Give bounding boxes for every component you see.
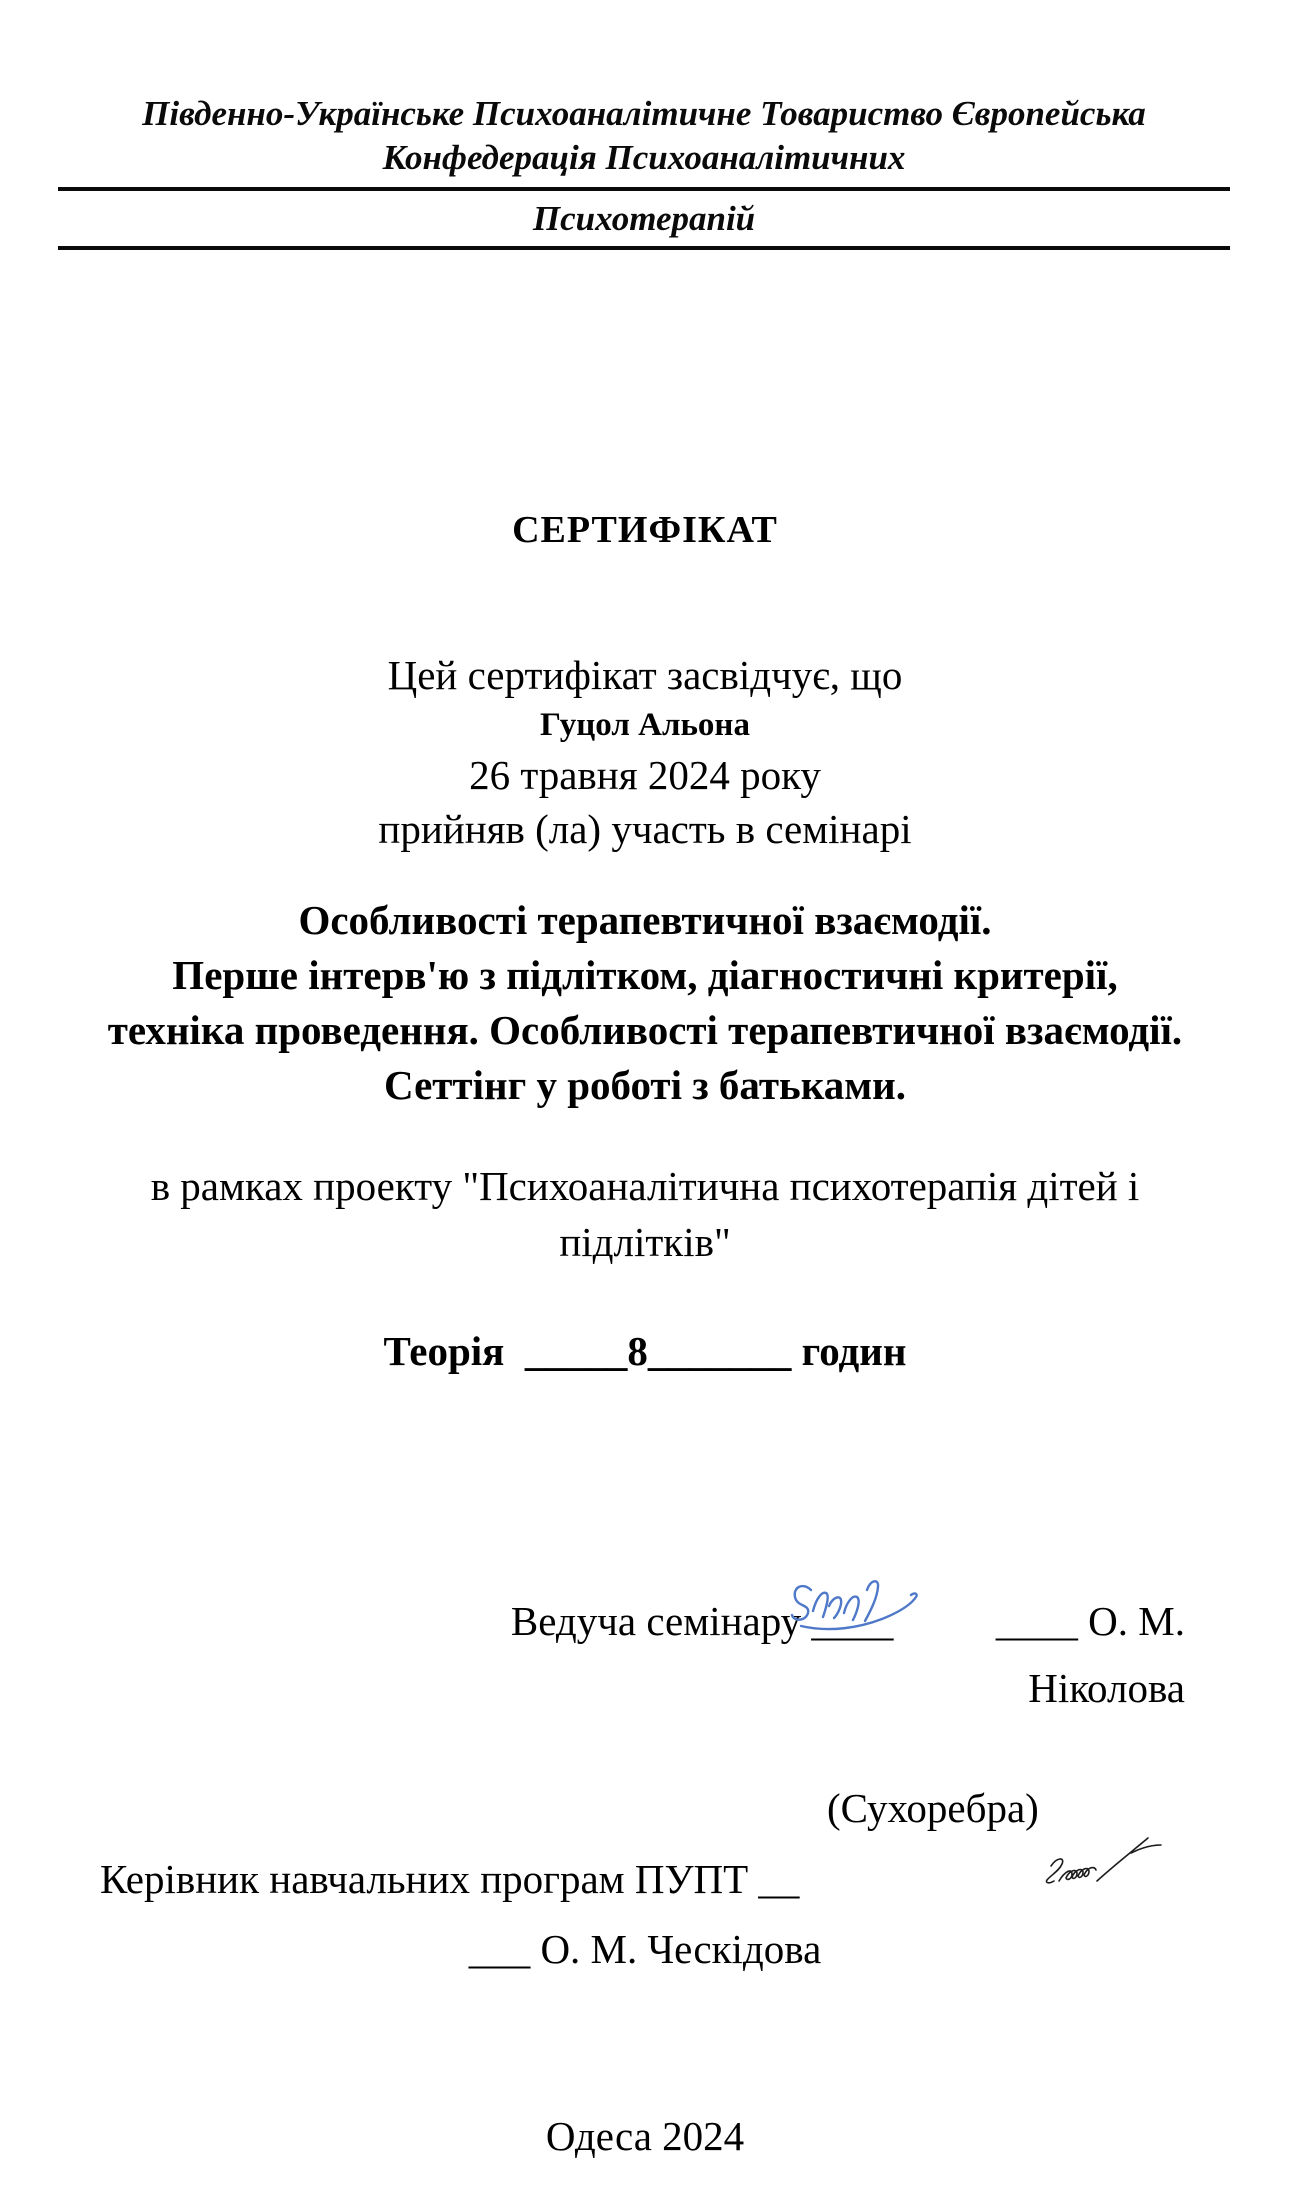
seminar-title-line: Перше інтерв'ю з підлітком, діагностичні критерії, [172,952,1118,998]
participation-line: прийняв (ла) участь в семінарі [378,806,912,852]
parenthetical-surname: (Сухоребра) [827,1785,1039,1831]
project-line2: підлітків" [559,1219,731,1265]
organization-name-line3-block [58,191,1230,250]
head-signature-stroke [1097,1838,1148,1881]
leader-signature-stroke [844,1597,859,1620]
leader-signature-stroke [813,1593,828,1617]
organization-name-line3: Психотерапій [532,199,756,238]
leader-signature-image [783,1570,918,1632]
organization-name-block [58,92,1230,191]
seminar-leader-surname: Ніколова [1028,1665,1185,1711]
leader-signature-stroke [792,1586,811,1620]
organization-name-line1: Південно-Українське Психоаналітичне Товариство Європейська [142,94,1146,133]
seminar-title [0,893,1290,1113]
seminar-leader-line: Ведуча семінару ____ ____ О. М. [510,1598,1185,1644]
leader-signature-stroke [829,1597,841,1618]
leader-signature-stroke [865,1581,878,1621]
program-head-name-line: ___ О. М. Ческідова [468,1926,822,1972]
certificate-title: СЕРТИФІКАТ [512,509,778,551]
intro-line: Цей сертифікат засвідчує, що [387,652,903,698]
intro-block [0,648,1290,856]
theory-hours-line: Теорія _____8_______ годин [383,1328,907,1374]
project-block [0,1158,1290,1270]
city-year: Одеса 2024 [545,2113,745,2159]
organization-name-line2: Конфедерація Психоаналітичних [382,138,906,177]
organization-header [58,92,1230,250]
seminar-title-line: Особливості терапевтичної взаємодії. [298,897,992,943]
seminar-title-line: Сеттінг у роботі з батьками. [383,1062,906,1108]
seminar-leader-block [100,1588,1185,1722]
head-signature-stroke [1059,1868,1096,1881]
recipient-name: Гуцол Альона [540,707,750,743]
head-signature-image [1035,1833,1165,1893]
date-line: 26 травня 2024 року [469,752,821,798]
project-line1: в рамках проекту "Психоаналітична психотерапія дітей і [150,1163,1140,1209]
program-head-line: Керівник навчальних програм ПУПТ __ [100,1856,800,1902]
seminar-title-line: техніка проведення. Особливості терапевтичної взаємодії. [107,1007,1183,1053]
